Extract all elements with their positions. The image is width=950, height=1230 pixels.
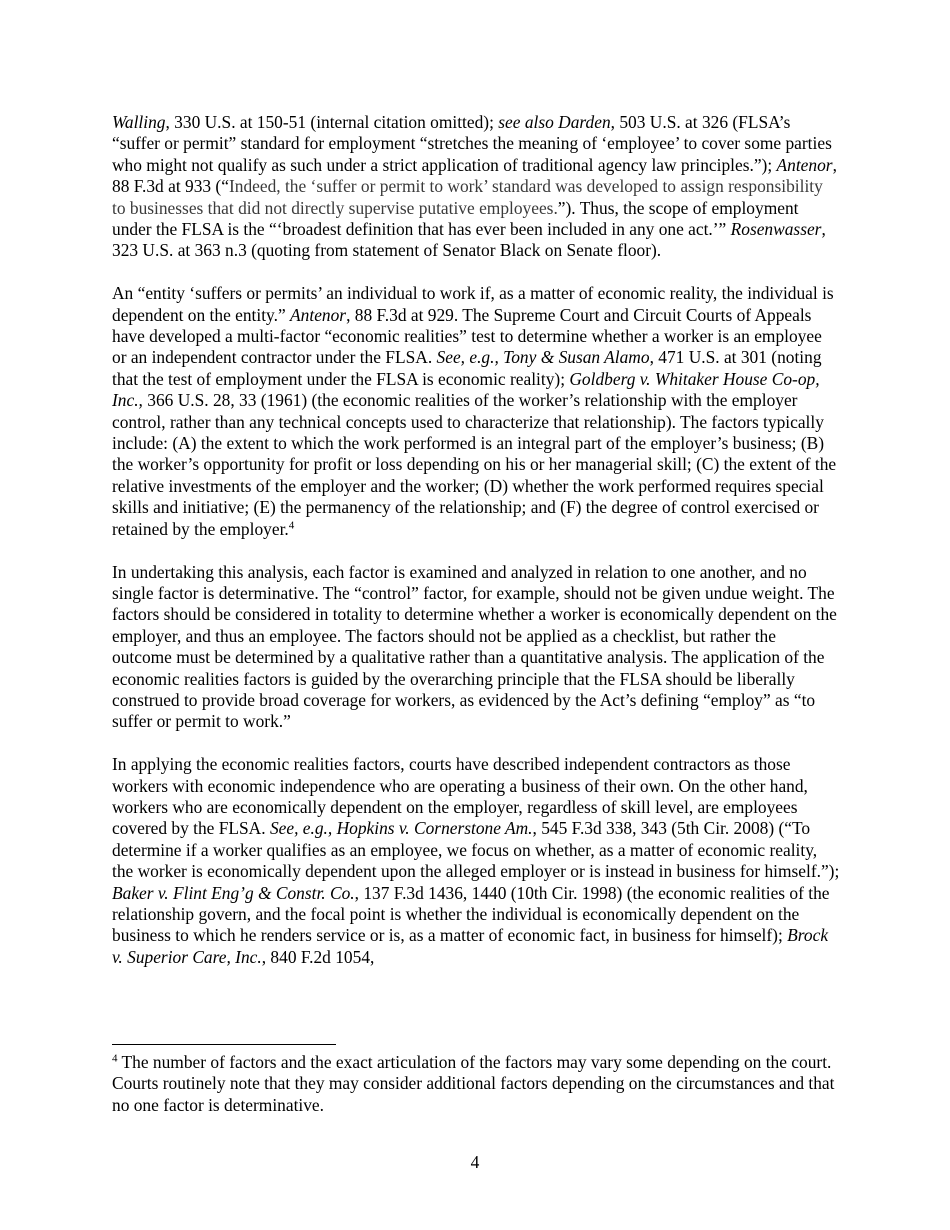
text-run: 366 U.S. 28, 33 (1961) (the economic realities of the worker’s relationship with the employer control, rather than any technical concepts used to characterize that relationship). The factors typically include: (A) the extent to which the work performed is an integral part of the employer’s business; (B) the worker’s opportunity for profit or loss depending on his or her managerial skill; (C) the extent of the relative investments of the employer and the worker; (D) whether the work performed requires special skills and initiative; (E) the permanency of the relationship; and (F) the degree of control exercised or retained by the employer. [112,390,837,539]
text-run: , 330 U.S. at 150-51 (internal citation omitted); [165,112,499,132]
case-citation: see also Darden [498,112,611,132]
text-run: , 88 F.3d at 929. The Supreme Court and Circuit Courts of Appeals have developed a multi-factor “economic realities” test to determine whether a worker is an employee or an independent contractor under the FLSA. [112,304,822,368]
text-run: , 323 U.S. at 363 n.3 (quoting from statement of Senator Black on Senate floor). [112,219,826,261]
case-citation: Baker v. Flint Eng’g & Constr. Co. [112,882,355,903]
text-run: In undertaking this analysis, each factor is examined and analyzed in relation to one another, and no single factor is determinative. The “control” factor, for example, should not be given undue weight. The factors should be considered in totality to determine whether a worker is economically dependent on the employer, and thus an employee. The factors should not be applied as a checklist, but rather the outcome must be determined by a qualitative rather than a quantitative analysis. The application of the economic realities factors is guided by the overarching principle that the FLSA should be liberally construed to provide broad coverage for workers, as evidenced by the Act’s defining “employ” as “to suffer or permit to work.” [112,561,837,732]
page-number: 4 [470,1152,480,1172]
paragraph-2 [112,283,840,540]
case-citation: Goldberg v. Whitaker House Co-op, Inc., [112,368,820,411]
footnote-reference: 4 [288,519,295,532]
footnote [112,1052,840,1116]
text-run: , 545 F.3d 338, 343 (5th Cir. 2008) (“To determine if a worker qualifies as an employee, we focus on whether, as a matter of economic reality, the worker is economically dependent upon the alleged employer or is instead in business for himself.”); [112,818,840,882]
text-run: , 137 F.3d 1436, 1440 (10th Cir. 1998) (the economic realities of the relationship govern, and the focal point is whether the individual is economically dependent on the business to which he renders service or is, as a matter of economic fact, in business for himself); [112,882,830,946]
paragraph-4 [112,754,840,968]
case-citation: See, e.g., Tony & Susan Alamo [436,347,650,368]
text-run: , 503 U.S. at 326 (FLSA’s “suffer or permit” standard for employment “stretches the meaning of ‘employee’ to cover some parties who might not qualify as such under a strict application of traditional agency law principles.”); [112,112,832,175]
document-body [112,112,840,990]
text-run: , 471 U.S. at 301 (noting that the test of employment under the FLSA is economic reality); [112,347,822,389]
text-run: , 88 F.3d at 933 (“ [112,154,837,197]
case-citation: Brock v. Superior Care, Inc. [112,925,829,967]
case-citation: See, e.g., Hopkins v. Cornerstone Am. [269,818,533,839]
footnote-marker: 4 [112,1052,118,1065]
case-citation: Walling [112,112,166,132]
case-citation: Antenor [290,304,347,325]
case-citation: Rosenwasser [730,219,822,240]
case-citation: Antenor [776,154,833,175]
footnote-text: The number of factors and the exact articulation of the factors may vary some depending on the court. Courts routinely note that they may consider additional factors depending on the circumstances and that no one factor is determinative. [112,1052,835,1115]
paragraph-3 [112,562,840,733]
text-run: In applying the economic realities factors, courts have described independent contractors as those workers with economic independence who are operating a business of their own. On the other hand, workers who are economically dependent on the employer, regardless of skill level, are employees covered by the FLSA. [112,754,808,839]
text-run: An “entity ‘suffers or permits’ an individual to work if, as a matter of economic reality, the individual is dependent on the entity.” [112,283,834,325]
paragraph-1 [112,112,840,262]
text-run: , 840 F.2d 1054, [261,946,375,967]
quoted-text: Indeed, the ‘suffer or permit to work’ standard was developed to assign responsibility to businesses that did not directly supervise putative employees. [112,176,823,218]
text-run: ”). Thus, the scope of employment under the FLSA is the “‘broadest definition that has ever been included in any one act.’” [112,197,799,240]
footnote-divider [112,1044,336,1045]
